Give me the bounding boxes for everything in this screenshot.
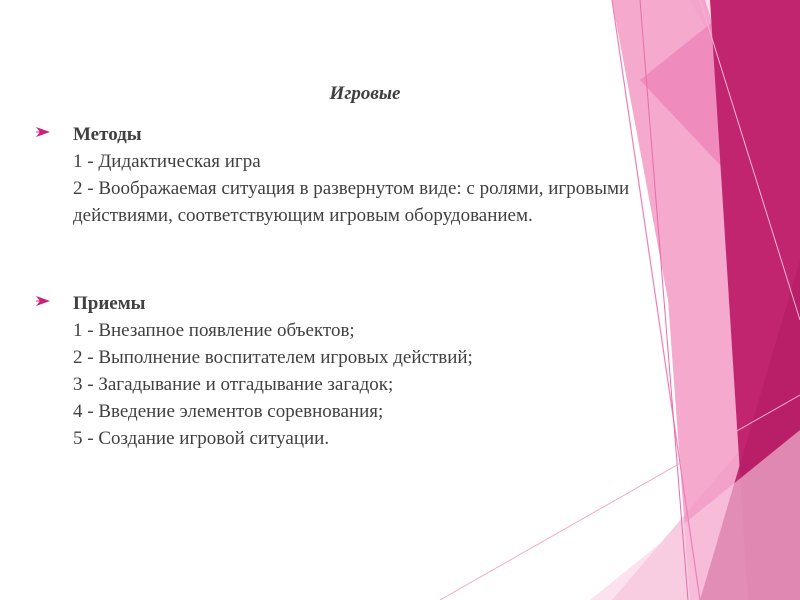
section-title: Приемы <box>73 293 146 314</box>
list-item: 3 - Загадывание и отгадывание загадок; <box>73 374 394 395</box>
list-item: 2 - Воображаемая ситуация в развернутом виде: с ролями, игровыми действиями, соответствующим игровым оборудованием. <box>73 178 630 226</box>
section-techniques <box>36 290 676 452</box>
arrow-bullet-icon <box>36 125 50 139</box>
list-item: 1 - Дидактическая игра <box>73 151 261 172</box>
section-title: Методы <box>73 124 142 145</box>
list-item: 1 - Внезапное появление объектов; <box>73 320 355 341</box>
list-item: 4 - Введение элементов соревнования; <box>73 401 384 422</box>
list-item: 5 - Создание игровой ситуации. <box>73 428 330 449</box>
section-methods <box>36 121 676 229</box>
list-item: 2 - Выполнение воспитателем игровых действий; <box>73 347 473 368</box>
slide-heading: Игровые <box>329 83 401 104</box>
arrow-bullet-icon <box>36 294 50 308</box>
section-body <box>73 290 676 452</box>
section-body <box>73 121 676 229</box>
